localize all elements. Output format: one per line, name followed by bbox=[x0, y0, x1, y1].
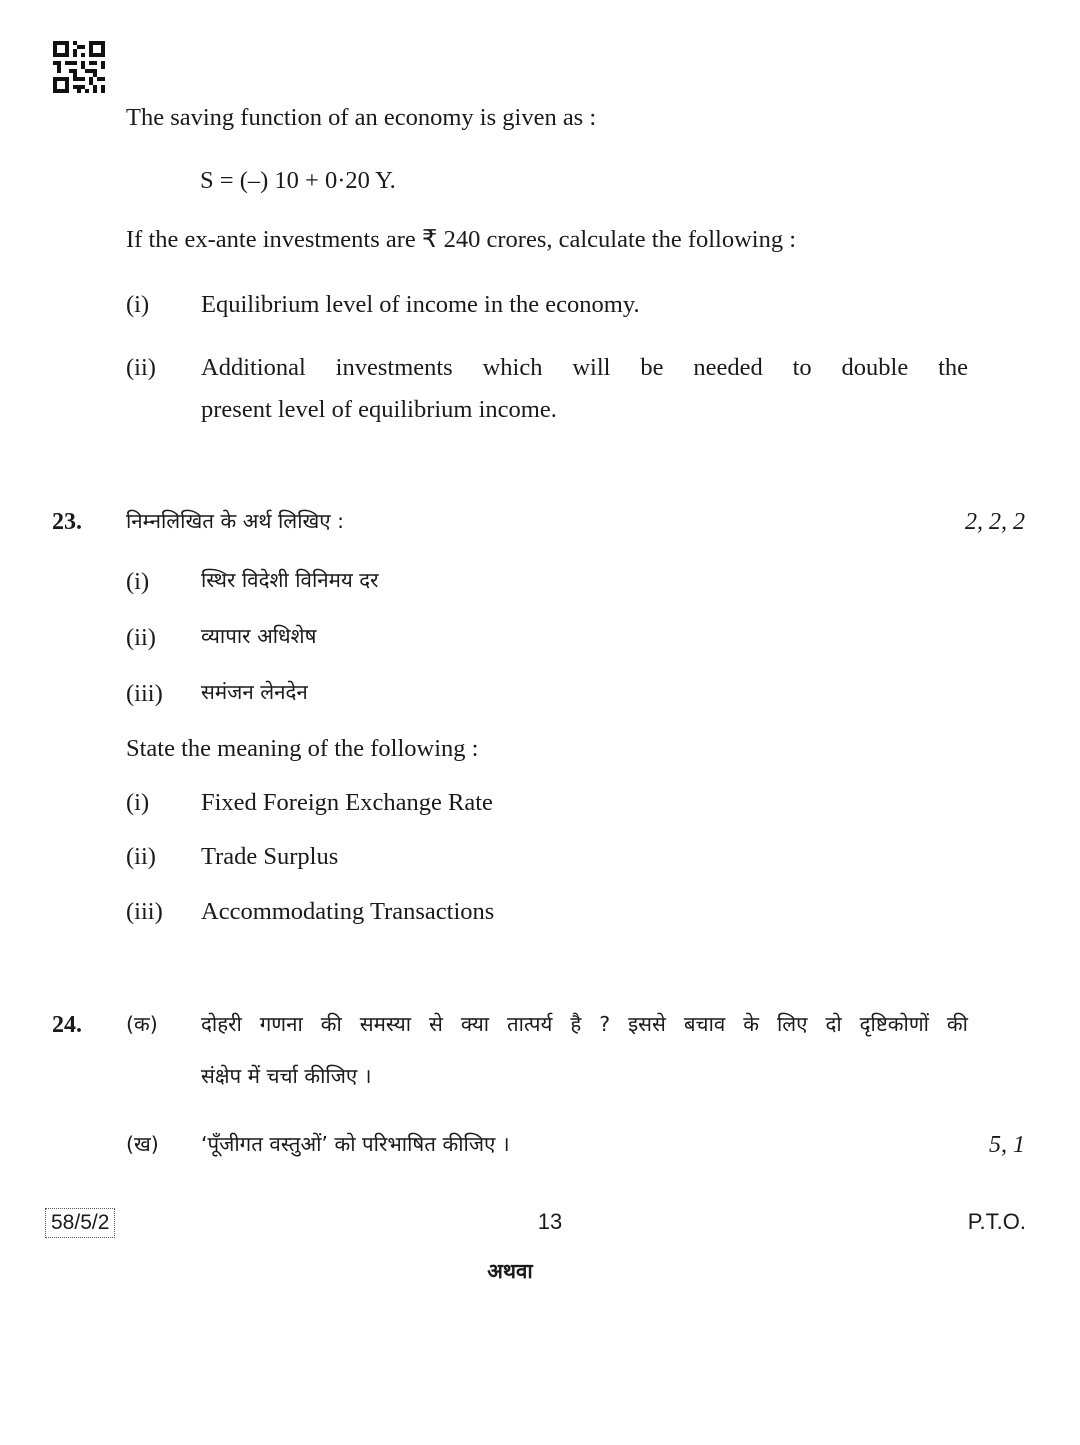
q24-part-a-line-1: दोहरी गणना की समस्या से क्या तात्पर्य है ? इससे बचाव के लिए दो दृष्टिकोणों की bbox=[201, 1012, 968, 1036]
q23-hindi-item-1-num: (i) bbox=[126, 568, 150, 595]
q22-item-1-text: Equilibrium level of income in the economy. bbox=[201, 291, 640, 318]
q24-part-a-label: (क) bbox=[126, 1012, 158, 1036]
q23-english-item-3-num: (iii) bbox=[126, 898, 163, 925]
q23-marks: 2, 2, 2 bbox=[965, 509, 1025, 535]
q24-part-a-line-2: संक्षेप में चर्चा कीजिए । bbox=[201, 1064, 372, 1088]
q23-hindi-prompt: निम्नलिखित के अर्थ लिखिए : bbox=[126, 509, 345, 533]
q22-item-2-num: (ii) bbox=[126, 354, 156, 381]
q23-english-item-2-num: (ii) bbox=[126, 843, 156, 870]
q22-intro: The saving function of an economy is given as : bbox=[126, 104, 597, 131]
q23-english-item-1-num: (i) bbox=[126, 789, 150, 816]
q23-hindi-item-2-text: व्यापार अधिशेष bbox=[201, 624, 317, 648]
q22-item-1-num: (i) bbox=[126, 291, 150, 318]
q23-english-item-1-text: Fixed Foreign Exchange Rate bbox=[201, 789, 493, 816]
q23-hindi-item-2-num: (ii) bbox=[126, 624, 156, 651]
q24-marks: 5, 1 bbox=[989, 1132, 1025, 1158]
q22-item-2-line-1: Additional investments which will be needed to double the bbox=[201, 354, 968, 381]
q23-english-item-2-text: Trade Surplus bbox=[201, 843, 339, 870]
page-number: 13 bbox=[537, 1209, 563, 1234]
paper-code: 58/5/2 bbox=[45, 1208, 115, 1238]
q23-hindi-item-3-num: (iii) bbox=[126, 680, 163, 707]
q22-equation: S = (–) 10 + 0·20 Y. bbox=[200, 167, 396, 194]
or-heading: अथवा bbox=[487, 1259, 533, 1283]
qr-code-icon bbox=[53, 41, 105, 93]
please-turn-over: P.T.O. bbox=[967, 1209, 1026, 1234]
q23-number: 23. bbox=[52, 509, 82, 535]
q23-hindi-item-1-text: स्थिर विदेशी विनिमय दर bbox=[201, 568, 379, 592]
q24-part-b-text: ‘पूँजीगत वस्तुओं’ को परिभाषित कीजिए । bbox=[201, 1132, 510, 1156]
q22-condition: If the ex-ante investments are ₹ 240 crores, calculate the following : bbox=[126, 226, 797, 253]
q22-item-2-line-2: present level of equilibrium income. bbox=[201, 396, 557, 423]
q24-number: 24. bbox=[52, 1012, 82, 1038]
q24-part-b-label: (ख) bbox=[126, 1132, 159, 1156]
q23-english-item-3-text: Accommodating Transactions bbox=[201, 898, 495, 925]
q23-english-prompt: State the meaning of the following : bbox=[126, 735, 479, 762]
q23-hindi-item-3-text: समंजन लेनदेन bbox=[201, 680, 308, 704]
